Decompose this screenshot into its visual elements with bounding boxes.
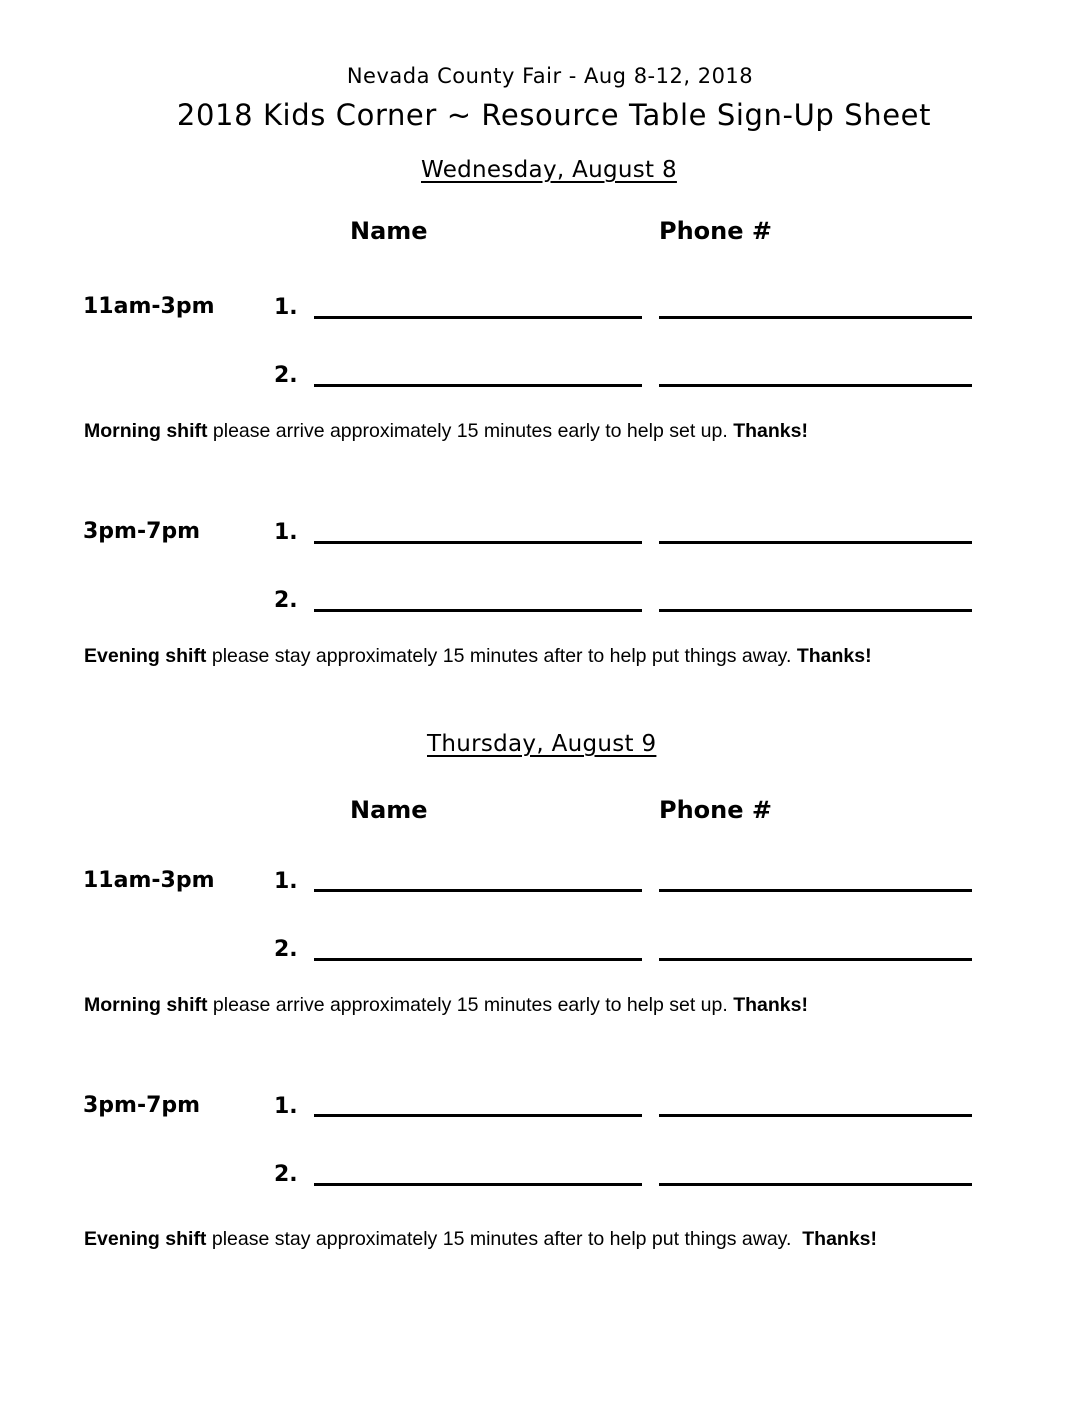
shift-note [84, 420, 808, 443]
shift-note-label: Morning shift [84, 420, 208, 442]
day-heading-wednesday: Wednesday, August 8 [421, 157, 677, 183]
shift-note-thanks: Thanks! [733, 994, 808, 1016]
slot-number: 1. [274, 295, 298, 320]
slot-number: 1. [274, 869, 298, 894]
shift-time-label: 3pm-7pm [83, 1093, 201, 1118]
shift-note-text: please arrive approximately 15 minutes early to help set up. [207, 994, 734, 1016]
name-signup-line[interactable] [314, 1114, 642, 1117]
phone-signup-line[interactable] [659, 1114, 972, 1117]
phone-signup-line[interactable] [659, 609, 972, 612]
shift-note [84, 1228, 877, 1251]
phone-signup-line[interactable] [659, 958, 972, 961]
name-signup-line[interactable] [314, 889, 642, 892]
shift-note-thanks: Thanks! [733, 420, 808, 442]
slot-number: 2. [274, 1162, 298, 1187]
shift-note-text: please stay approximately 15 minutes after to help put things away. [206, 1228, 803, 1250]
name-signup-line[interactable] [314, 958, 642, 961]
shift-time-label: 11am-3pm [83, 868, 215, 893]
shift-note-label: Morning shift [84, 994, 208, 1016]
slot-number: 2. [274, 937, 298, 962]
phone-signup-line[interactable] [659, 384, 972, 387]
day-heading-thursday: Thursday, August 9 [427, 731, 657, 757]
name-column-header: Name [350, 796, 428, 824]
shift-time-label: 3pm-7pm [83, 519, 201, 544]
name-signup-line[interactable] [314, 541, 642, 544]
name-signup-line[interactable] [314, 384, 642, 387]
slot-number: 1. [274, 1094, 298, 1119]
name-column-header: Name [350, 217, 428, 245]
slot-number: 1. [274, 520, 298, 545]
phone-signup-line[interactable] [659, 1183, 972, 1186]
slot-number: 2. [274, 363, 298, 388]
phone-signup-line[interactable] [659, 889, 972, 892]
name-signup-line[interactable] [314, 609, 642, 612]
phone-column-header: Phone # [659, 796, 772, 824]
slot-number: 2. [274, 588, 298, 613]
phone-signup-line[interactable] [659, 541, 972, 544]
shift-note-thanks: Thanks! [802, 1228, 878, 1250]
shift-note [84, 645, 872, 668]
shift-note-text: please stay approximately 15 minutes after to help put things away. [206, 645, 797, 667]
shift-note-label: Evening shift [84, 645, 207, 667]
shift-time-label: 11am-3pm [83, 294, 215, 319]
event-title: Nevada County Fair - Aug 8-12, 2018 [346, 64, 754, 88]
sheet-title: 2018 Kids Corner ~ Resource Table Sign-Up Sheet [176, 98, 932, 132]
shift-note-label: Evening shift [84, 1228, 207, 1250]
shift-note-thanks: Thanks! [796, 645, 872, 667]
shift-note-text: please arrive approximately 15 minutes early to help set up. [207, 420, 734, 442]
name-signup-line[interactable] [314, 316, 642, 319]
shift-note [84, 994, 808, 1017]
name-signup-line[interactable] [314, 1183, 642, 1186]
phone-column-header: Phone # [659, 217, 772, 245]
phone-signup-line[interactable] [659, 316, 972, 319]
